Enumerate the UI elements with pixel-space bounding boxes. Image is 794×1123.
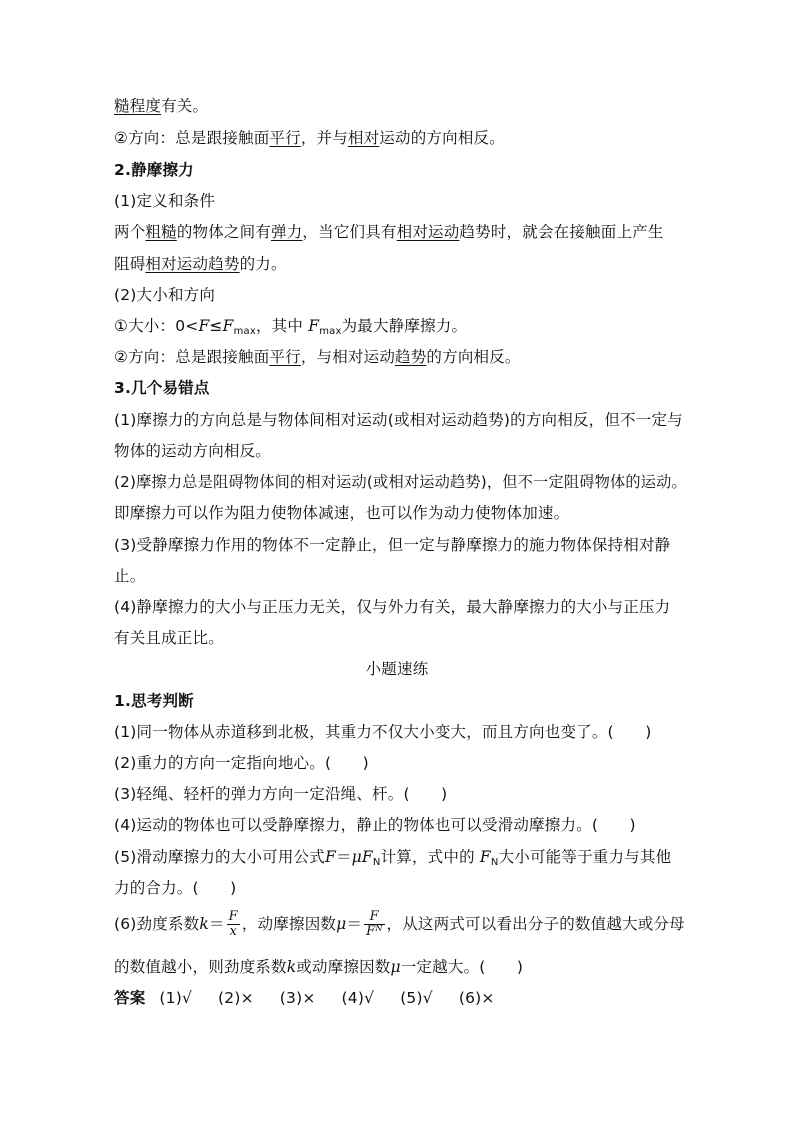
underlined-term: 平行 bbox=[269, 129, 301, 147]
answer-item: (5)√ bbox=[400, 989, 433, 1007]
section-heading-mistakes: 3.几个易错点 bbox=[114, 379, 210, 397]
text: ，其中 bbox=[255, 317, 304, 335]
mistake-2-line-1: (2)摩擦力总是阻碍物体间的相对运动(或相对运动趋势)，但不一定阻碍物体的运动。 bbox=[114, 473, 687, 491]
mistake-4-line-2: 有关且成正比。 bbox=[114, 629, 224, 647]
text: (5)滑动摩擦力的大小可用公式 bbox=[114, 848, 325, 866]
text: 趋势时，就会在接触面上产生 bbox=[459, 223, 664, 241]
mistake-4-line-1: (4)静摩擦力的大小与正压力无关，仅与外力有关，最大静摩擦力的大小与正压力 bbox=[114, 598, 671, 616]
math-symbol: k bbox=[286, 958, 297, 976]
text: 的物体之间有 bbox=[176, 223, 272, 241]
mistake-3-line-1: (3)受静摩擦力作用的物体不一定静止，但一定与静摩擦力的施力物体保持相对静 bbox=[114, 536, 671, 554]
subscript: max bbox=[319, 326, 342, 337]
text: 的方向相反。 bbox=[426, 348, 521, 366]
question-4: (4)运动的物体也可以受静摩擦力，静止的物体也可以受滑动摩擦力。( ) bbox=[114, 816, 636, 834]
answer-label: 答案 bbox=[114, 989, 146, 1007]
text: ＝ bbox=[346, 915, 363, 933]
math-symbol: μ bbox=[336, 915, 347, 933]
answer-item: (4)√ bbox=[341, 989, 375, 1007]
fraction-numerator: F bbox=[228, 909, 238, 924]
sliding-direction-line bbox=[114, 128, 505, 148]
question-6-line-2 bbox=[114, 957, 523, 977]
subscript: N bbox=[372, 857, 381, 868]
fraction-numerator: F bbox=[364, 910, 384, 925]
text: 计算，式中的 bbox=[380, 848, 475, 866]
question-3: (3)轻绳、轻杆的弹力方向一定沿绳、杆。( ) bbox=[114, 785, 448, 803]
answer-line bbox=[114, 988, 495, 1008]
fraction-denominator bbox=[364, 925, 384, 939]
section-heading-judgement: 1.思考判断 bbox=[114, 692, 194, 710]
question-2: (2)重力的方向一定指向地心。( ) bbox=[114, 754, 369, 772]
math-symbol: μ bbox=[390, 958, 401, 976]
text: (6)劲度系数 bbox=[114, 915, 200, 933]
definition-line-1 bbox=[114, 222, 664, 242]
answer-item: (1)√ bbox=[159, 989, 193, 1007]
text: 一定越大。( ) bbox=[400, 958, 524, 976]
fraction-spring-constant bbox=[227, 910, 240, 939]
underlined-term: 相对运动 bbox=[396, 223, 460, 241]
friction-factor-line bbox=[114, 96, 208, 116]
math-symbol: F bbox=[198, 317, 210, 335]
underlined-term: 趋势 bbox=[395, 348, 427, 366]
question-5-line-2: 力的合力。( ) bbox=[114, 879, 237, 897]
text: 阻碍 bbox=[114, 255, 146, 273]
text: ②方向：总是跟接触面 bbox=[114, 129, 270, 147]
math-symbol: μF bbox=[351, 848, 373, 866]
question-1: (1)同一物体从赤道移到北极，其重力不仅大小变大，而且方向也变了。( ) bbox=[114, 723, 652, 741]
subheading-size-direction: (2)大小和方向 bbox=[114, 286, 216, 304]
subscript: N bbox=[490, 857, 499, 868]
text: ≤ bbox=[209, 317, 223, 335]
math-symbol: F bbox=[366, 924, 376, 939]
text: 两个 bbox=[114, 223, 146, 241]
fraction-friction-coefficient bbox=[364, 910, 384, 939]
mistake-2-line-2: 即摩擦力可以作为阻力使物体减速，也可以作为动力使物体加速。 bbox=[114, 504, 570, 522]
static-direction-line bbox=[114, 347, 521, 367]
text: 运动的方向相反。 bbox=[379, 129, 505, 147]
question-5-line-1 bbox=[114, 847, 671, 867]
underlined-term: 弹力 bbox=[271, 223, 303, 241]
superscript: N bbox=[375, 924, 383, 933]
section-heading-static-friction: 2.静摩擦力 bbox=[114, 161, 194, 179]
text: ，动摩擦因数 bbox=[241, 915, 337, 933]
answer-item: (3)× bbox=[279, 989, 316, 1007]
size-line bbox=[114, 316, 467, 336]
math-symbol: F bbox=[308, 317, 320, 335]
fraction-denominator: x bbox=[229, 924, 238, 939]
practice-title: 小题速练 bbox=[365, 660, 429, 678]
text: 有关。 bbox=[161, 97, 209, 115]
text: ＝ bbox=[208, 915, 225, 933]
math-symbol: F bbox=[479, 848, 491, 866]
text: 大小可能等于重力与其他 bbox=[498, 848, 672, 866]
underlined-term: 糙程度 bbox=[114, 97, 162, 115]
text: ，并与 bbox=[300, 129, 348, 147]
text: ，从这两式可以看出分子的数值越大或分母 bbox=[386, 915, 685, 933]
answer-item: (6)× bbox=[458, 989, 495, 1007]
math-symbol: F bbox=[222, 317, 234, 335]
math-symbol: k bbox=[199, 915, 209, 933]
text: ②方向：总是跟接触面 bbox=[114, 348, 270, 366]
underlined-term: 相对运动趋势 bbox=[145, 255, 240, 273]
underlined-term: 平行 bbox=[269, 348, 301, 366]
text: ＝ bbox=[335, 848, 352, 866]
text: ，与相对运动 bbox=[300, 348, 396, 366]
text: ①大小：0< bbox=[114, 317, 199, 335]
text: ，当它们具有 bbox=[302, 223, 397, 241]
text: 的数值越小，则劲度系数 bbox=[114, 958, 287, 976]
underlined-term: 相对 bbox=[347, 129, 380, 147]
text: 或动摩擦因数 bbox=[296, 958, 391, 976]
text: 为最大静摩擦力。 bbox=[341, 317, 468, 335]
mistake-3-line-2: 止。 bbox=[114, 567, 146, 585]
text: 的力。 bbox=[239, 255, 287, 273]
definition-line-2 bbox=[114, 254, 287, 274]
mistake-1-line-1: (1)摩擦力的方向总是与物体间相对运动(或相对运动趋势)的方向相反，但不一定与 bbox=[114, 411, 683, 429]
underlined-term: 粗糙 bbox=[145, 223, 177, 241]
math-symbol: F bbox=[324, 848, 336, 866]
subscript: max bbox=[233, 326, 256, 337]
mistake-1-line-2: 物体的运动方向相反。 bbox=[114, 442, 272, 460]
answer-item: (2)× bbox=[218, 989, 254, 1007]
subheading-definition: (1)定义和条件 bbox=[114, 192, 216, 210]
question-6-line-1 bbox=[114, 908, 685, 940]
